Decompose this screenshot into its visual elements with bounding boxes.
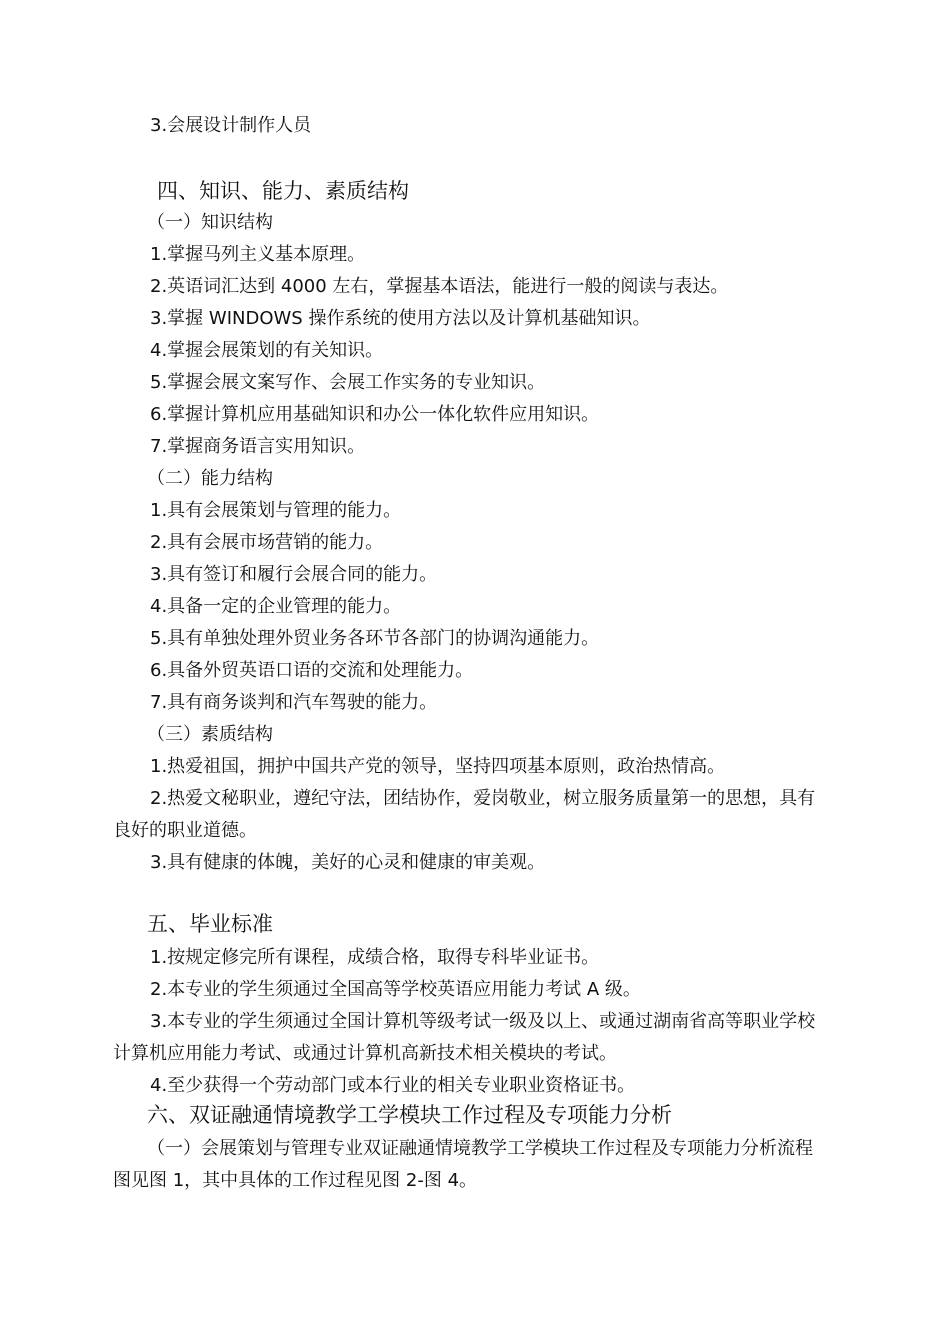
graduation-item: 1.按规定修完所有课程，成绩合格，取得专科毕业证书。	[150, 947, 600, 968]
ability-item: 6.具备外贸英语口语的交流和处理能力。	[150, 660, 474, 681]
graduation-item: 4.至少获得一个劳动部门或本行业的相关专业职业资格证书。	[150, 1075, 636, 1096]
ability-item: 4.具备一定的企业管理的能力。	[150, 596, 402, 617]
quality-item: 2.热爱文秘职业，遵纪守法，团结协作，爱岗敬业，树立服务质量第一的思想，具有	[150, 788, 816, 809]
section-5-heading: 五、毕业标准	[147, 912, 273, 936]
knowledge-item: 2.英语词汇达到 4000 左右，掌握基本语法，能进行一般的阅读与表达。	[150, 276, 729, 297]
quality-item: 3.具有健康的体魄，美好的心灵和健康的审美观。	[150, 852, 546, 873]
knowledge-item: 7.掌握商务语言实用知识。	[150, 436, 366, 457]
intro-line: 3.会展设计制作人员	[150, 115, 312, 136]
knowledge-item: 1.掌握马列主义基本原理。	[150, 244, 366, 265]
ability-item: 1.具有会展策划与管理的能力。	[150, 500, 402, 521]
ability-item: 2.具有会展市场营销的能力。	[150, 532, 384, 553]
ability-item: 3.具有签订和履行会展合同的能力。	[150, 564, 438, 585]
knowledge-structure-title: （一）知识结构	[147, 212, 273, 233]
section-6-heading: 六、双证融通情境教学工学模块工作过程及专项能力分析	[147, 1103, 672, 1127]
knowledge-item: 4.掌握会展策划的有关知识。	[150, 340, 384, 361]
section-6-paragraph-continuation: 图见图 1，其中具体的工作过程见图 2-图 4。	[113, 1170, 478, 1191]
knowledge-item: 3.掌握 WINDOWS 操作系统的使用方法以及计算机基础知识。	[150, 308, 651, 329]
knowledge-item: 5.掌握会展文案写作、会展工作实务的专业知识。	[150, 372, 546, 393]
ability-item: 5.具有单独处理外贸业务各环节各部门的协调沟通能力。	[150, 628, 600, 649]
quality-item-continuation: 良好的职业道德。	[113, 820, 257, 841]
ability-structure-title: （二）能力结构	[147, 468, 273, 489]
graduation-item-continuation: 计算机应用能力考试、或通过计算机高新技术相关模块的考试。	[113, 1043, 617, 1064]
graduation-item: 3.本专业的学生须通过全国计算机等级考试一级及以上、或通过湖南省高等职业学校	[150, 1011, 816, 1032]
quality-structure-title: （三）素质结构	[147, 724, 273, 745]
quality-item: 1.热爱祖国，拥护中国共产党的领导，坚持四项基本原则，政治热情高。	[150, 756, 726, 777]
ability-item: 7.具有商务谈判和汽车驾驶的能力。	[150, 692, 438, 713]
graduation-item: 2.本专业的学生须通过全国高等学校英语应用能力考试 A 级。	[150, 979, 641, 1000]
knowledge-item: 6.掌握计算机应用基础知识和办公一体化软件应用知识。	[150, 404, 600, 425]
section-4-heading: 四、知识、能力、素质结构	[157, 179, 409, 203]
section-6-paragraph: （一）会展策划与管理专业双证融通情境教学工学模块工作过程及专项能力分析流程	[147, 1138, 813, 1159]
